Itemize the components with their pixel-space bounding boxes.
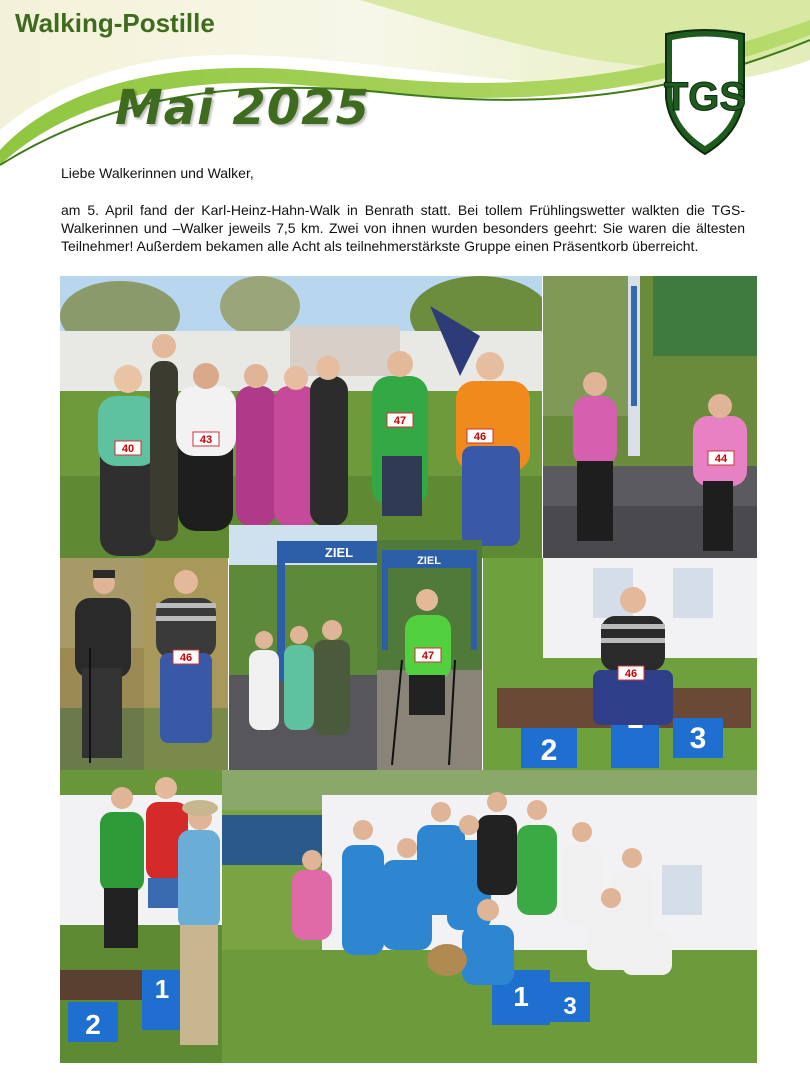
photo-finish-walker [377,540,482,770]
podium-place: 3 [563,993,577,1020]
podium-place: 2 [85,1009,101,1040]
photo-group [60,276,542,558]
bib-number: 46 [624,668,638,680]
podium-place: 1 [154,974,170,1004]
tgs-logo [662,28,748,158]
photo-walker-poles [60,558,144,770]
podium-place: 1 [513,981,529,1012]
bib-number: 43 [199,434,213,446]
bib-number: 44 [714,453,728,465]
bib-number: 47 [421,650,435,662]
photo-start-line [543,276,757,558]
finish-banner: ZIEL [417,555,441,567]
bib-number: 47 [393,415,407,427]
article-paragraph: am 5. April fand der Karl-Heinz-Hahn-Walk in Benrath statt. Bei tollem Frühlingswetter walkten die TGS-Walkerinnen und –Walker jeweils 7,5 km. Zwei von ihnen wurden besonders geehrt: Sie waren die ältesten Teilnehmer! Außerdem bekamen alle Acht als teilnehmerstärkste Gruppe einen Präsentkorb überreicht. [61,202,745,254]
newsletter-title: Walking-Postille [15,8,215,38]
podium-place: 3 [689,722,707,755]
photo-senior-walker [144,558,228,770]
photo-ceremony-group [222,770,757,1063]
bib-number: 40 [121,443,135,455]
photo-finish-arch [229,525,377,770]
logo-text: TGS [663,75,747,119]
issue-month: Mai 2025 [115,80,370,136]
finish-banner: ZIEL [324,545,354,560]
bib-number: 46 [473,431,487,443]
bib-number: 46 [179,652,193,664]
photo-podium-winner [483,558,757,770]
greeting: Liebe Walkerinnen und Walker, [61,165,254,181]
photo-ceremony-trio [60,770,222,1063]
podium-place: 2 [540,734,558,767]
